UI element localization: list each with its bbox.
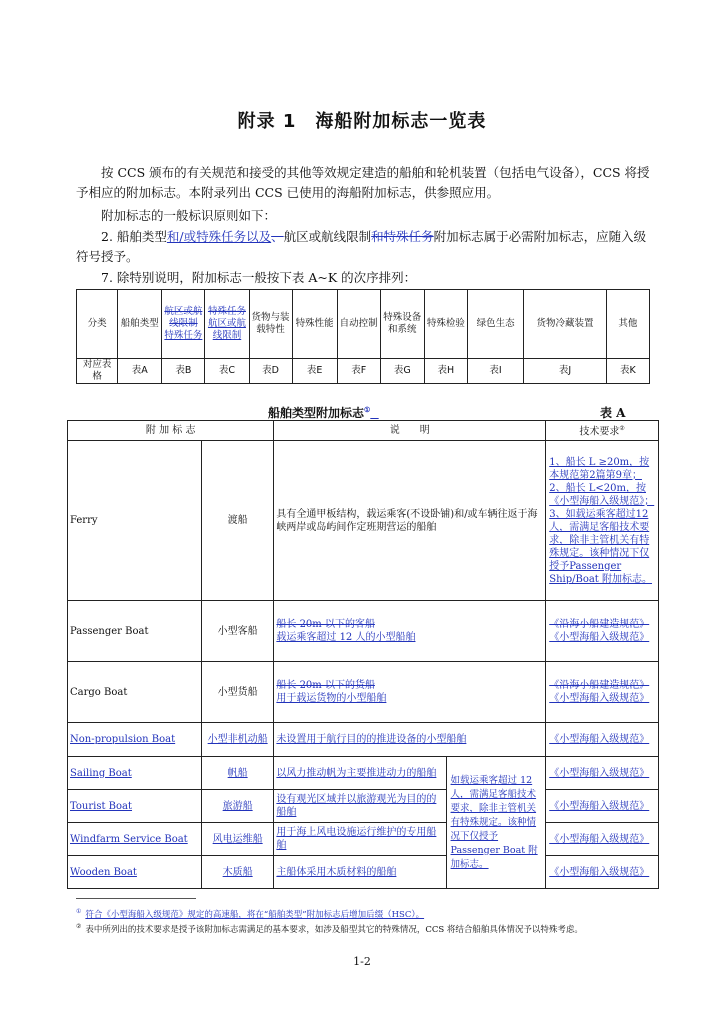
desc-cell: 设有观光区域并以旅游观光为目的的船舶 [274, 790, 446, 823]
cn-cell: 旅游船 [201, 790, 274, 823]
table-row [68, 441, 659, 601]
tech-cell: 《小型海船入级规范》 [546, 723, 659, 757]
mark-cell: Sailing Boat [68, 757, 202, 790]
table-row [68, 790, 659, 823]
desc-cell: 以风力推动帆为主要推进动力的船舶 [274, 757, 446, 790]
page-number: 1-2 [353, 955, 371, 968]
header-mark: 附 加 标 志 [68, 421, 274, 441]
tech-cell: 1、船长 L ≥20m，按本规范第2篇第9章；2、船长 L<20m，按《小型海船入级规范》；3、如载运乘客超过12人，需满足客船技术要求，除非主管机关有特殊规定。该种情况下仅授予Passenger Ship/Boat 附加标志。 [546, 441, 659, 601]
desc-cell [274, 662, 546, 723]
category-cell: 货物冷藏装置 [524, 290, 607, 359]
category-cell: 其他 [606, 290, 649, 359]
table-ref-cell: 表G [380, 359, 424, 384]
category-cell: 特殊检验 [424, 290, 467, 359]
page-title: 附录 1 海船附加标志一览表 [237, 111, 487, 132]
desc-cell [274, 601, 546, 662]
table-a-caption-footnote-mark: ① [364, 405, 371, 414]
table-row [68, 662, 659, 723]
category-deleted-text: 特殊任务 [207, 306, 246, 317]
p3-suffix: 附加标志属于必需附加标志，应随入级符号授予。 [76, 229, 647, 264]
tech-inserted-text: 《小型海船入级规范》 [549, 632, 650, 643]
category-deleted-text: 航区或航线限制 [164, 306, 203, 329]
table-ref-cell: 表B [162, 359, 205, 384]
table-a-caption-underline [370, 406, 378, 420]
table-ref-cell: 表H [424, 359, 467, 384]
mark-cell: Passenger Boat [68, 601, 202, 662]
footnote-1 [76, 906, 656, 921]
header-tech-text: 技术要求 [579, 426, 620, 438]
tech-cell [546, 662, 659, 723]
category-cell: 自动控制 [337, 290, 380, 359]
cn-cell: 帆船 [201, 757, 274, 790]
table-row [68, 601, 659, 662]
desc-cell: 主船体采用木质材料的船舶 [274, 856, 446, 889]
category-cell: 特殊设备和系统 [380, 290, 424, 359]
table-ref-cell: 表D [249, 359, 292, 384]
footnote-1-text: 符合《小型海船入级规范》规定的高速船，将在“船舶类型”附加标志后增加后缀（HSC）。 [85, 909, 425, 920]
category-cell [162, 290, 205, 359]
desc-cell: 用于海上风电设施运行维护的专用船舶 [274, 823, 446, 856]
tech-cell: 《小型海船入级规范》 [546, 790, 659, 823]
tech-deleted-text: 《沿海小船建造规范》 [549, 680, 650, 691]
table-ref-cell: 表E [292, 359, 337, 384]
mark-cell: Ferry [68, 441, 202, 601]
tech-cell: 《小型海船入级规范》 [546, 757, 659, 790]
category-cell: 特殊性能 [292, 290, 337, 359]
table-row [68, 823, 659, 856]
table-a [67, 420, 659, 889]
cn-cell: 风电运维船 [201, 823, 274, 856]
p3-insertion: 和/或特殊任务以及 [166, 229, 272, 244]
table-a-caption-text: 船舶类型附加标志 [268, 406, 365, 420]
mark-cell: Non-propulsion Boat [68, 723, 202, 757]
table-a-label: 表 A [600, 406, 626, 420]
table-a-caption [268, 404, 379, 421]
cn-cell: 渡船 [201, 441, 274, 601]
tech-cell: 《小型海船入级规范》 [546, 856, 659, 889]
tech-deleted-text: 《沿海小船建造规范》 [549, 619, 650, 630]
tech-inserted-text: 《小型海船入级规范》 [549, 693, 650, 704]
table-ref-cell: 表J [524, 359, 607, 384]
p3-deletion-2: 和特殊任务 [371, 229, 434, 244]
footnote-divider [76, 898, 196, 899]
table-ref-cell: 表F [337, 359, 380, 384]
footnote-2 [76, 921, 666, 936]
category-row [77, 290, 650, 359]
cn-cell: 木质船 [201, 856, 274, 889]
p3-middle: 航区或航线限制 [283, 229, 372, 244]
category-cell: 绿色生态 [467, 290, 523, 359]
category-inserted-text: 特殊任务 [164, 330, 203, 341]
mark-cell: Wooden Boat [68, 856, 202, 889]
mark-cell: Cargo Boat [68, 662, 202, 723]
header-desc: 说 明 [274, 421, 546, 441]
footnote-1-mark: ① [76, 908, 82, 915]
p3-deletion-1: 、 [271, 229, 284, 244]
table-row [68, 723, 659, 757]
desc-deleted-text: 船长 20m 以下的货船 [276, 680, 375, 691]
cn-cell: 小型非机动船 [201, 723, 274, 757]
p3-prefix: 2. 船舶类型 [101, 229, 167, 244]
intro-paragraph-3 [76, 227, 656, 267]
table-row [68, 856, 659, 889]
desc-cell: 具有全通甲板结构，载运乘客(不设卧铺)和/或车辆往返于海峡两岸或岛屿间作定班期营运的船舶 [274, 441, 546, 601]
mark-cell: Tourist Boat [68, 790, 202, 823]
tech-cell [546, 601, 659, 662]
header-tech-footnote-mark: ② [619, 425, 625, 433]
cn-cell: 小型货船 [201, 662, 274, 723]
category-inserted-text: 航区或航线限制 [207, 318, 246, 341]
category-table [76, 289, 650, 384]
table-ref-cell: 表I [467, 359, 523, 384]
table-ref-cell: 表K [606, 359, 649, 384]
category-head-label: 分类 [77, 290, 118, 359]
table-a-header-row [68, 421, 659, 441]
footnote-2-mark: ② [76, 923, 82, 930]
desc-inserted-text: 载运乘客超过 12 人的小型船舶 [276, 632, 416, 643]
tech-cell: 《小型海船入级规范》 [546, 823, 659, 856]
desc-deleted-text: 船长 20m 以下的客船 [276, 619, 375, 630]
intro-paragraph-1: 按 CCS 颁布的有关规范和接受的其他等效规定建造的船舶和轮机装置（包括电气设备），CCS 将授予相应的附加标志。本附录列出 CCS 已使用的海船附加标志，供参照应用。 [76, 165, 650, 200]
category-cell: 货物与装载特性 [249, 290, 292, 359]
category-cell: 船舶类型 [118, 290, 162, 359]
desc-cell: 未设置用于航行目的的推进设备的小型船舶 [274, 723, 546, 757]
cn-cell: 小型客船 [201, 601, 274, 662]
desc-inserted-text: 用于载运货物的小型船舶 [276, 693, 387, 704]
intro-paragraph-2: 附加标志的一般标识原则如下： [101, 208, 277, 223]
table-ref-cell: 表C [205, 359, 249, 384]
footnote-2-text: 表中所列出的技术要求是授予该附加标志需满足的基本要求，如涉及船型其它的特殊情况，CCS 将结合船舶具体情况予以特殊考虑。 [85, 924, 583, 935]
merged-note-cell: 如载运乘客超过 12 人，需满足客船技术要求，除非主管机关有特殊规定。该种情况下仅授予Passenger Boat 附加标志。 [446, 757, 546, 889]
table-row [68, 757, 659, 790]
category-cell [205, 290, 249, 359]
table-ref-label: 对应表格 [77, 359, 118, 384]
intro-paragraph-4: 7. 除特别说明，附加标志一般按下表 A~K 的次序排列： [101, 270, 417, 285]
mark-cell: Windfarm Service Boat [68, 823, 202, 856]
table-ref-row [77, 359, 650, 384]
table-ref-cell: 表A [118, 359, 162, 384]
header-tech [546, 421, 659, 441]
